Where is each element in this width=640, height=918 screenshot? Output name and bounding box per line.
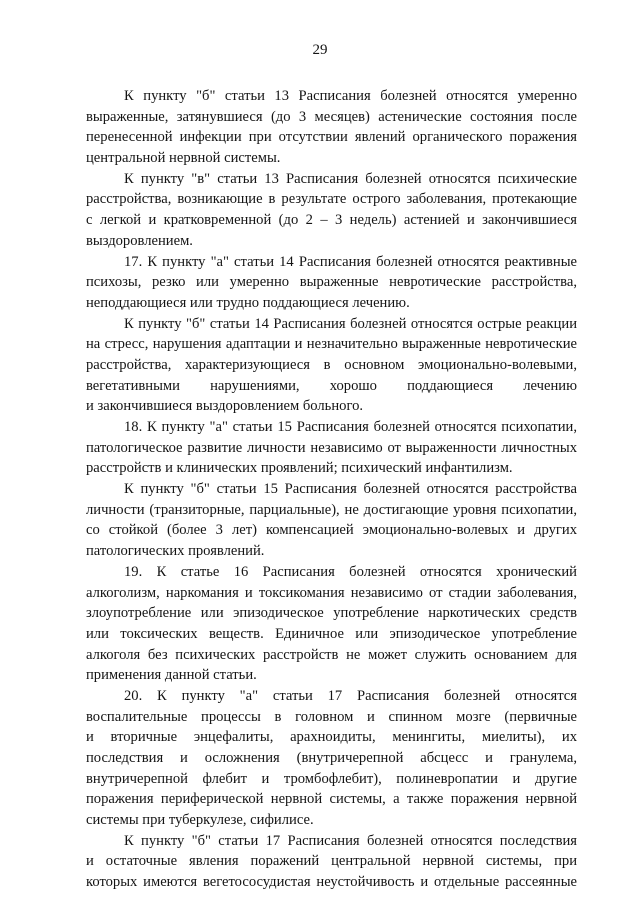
text-line: с легкой и кратковременной (до 2 – 3 недель) астенией и закончившиеся (86, 212, 577, 229)
text-line: патологическое развитие личности независимо от выраженности личностных (86, 439, 577, 456)
text-line: расстройства, характеризующиеся в основном эмоционально-волевыми, (86, 356, 577, 373)
text-line: 19. К статье 16 Расписания болезней относятся хронический (124, 563, 577, 580)
text-line: патологических проявлений. (86, 543, 265, 560)
text-line: К пункту "б" статьи 15 Расписания болезней относятся расстройства (124, 481, 577, 498)
text-line: К пункту "б" статьи 13 Расписания болезней относятся умеренно (124, 88, 577, 104)
text-line: К пункту "б" статьи 17 Расписания болезней относятся последствия (124, 832, 577, 849)
text-line: расстройств и клинических проявлений; психический инфантилизм. (86, 460, 513, 477)
page-number: 29 (312, 42, 328, 58)
text-line: поражения периферической нервной системы, а также поражения нервной (86, 791, 577, 808)
text-line: воспалительные процессы в головном и спинном мозге (первичные (86, 708, 577, 725)
text-line: и закончившиеся выздоровлением больного. (86, 398, 364, 415)
text-line: внутричерепной флебит и тромбофлебит), полиневропатии и другие (86, 770, 577, 787)
text-line: и вторичные энцефалиты, арахноидиты, менингиты, миелиты), их (86, 729, 577, 746)
text-line: или токсических веществ. Единичное или эпизодическое употребление (86, 625, 577, 642)
text-line: личности (транзиторные, парциальные), не достигающие уровня психопатии, (86, 501, 577, 518)
text-line: психозы, резко или умеренно выраженные невротические расстройства, (86, 274, 577, 291)
text-line: алкоголя без психических расстройств не может служить основанием для (86, 646, 577, 663)
text-line: выздоровлением. (86, 232, 193, 249)
text-line: расстройства, возникающие в результате острого заболевания, протекающие (86, 191, 577, 208)
text-line: применения данной статьи. (86, 667, 257, 684)
text-line: центральной нервной системы. (86, 150, 281, 167)
text-line: со стойкой (более 3 лет) компенсацией эмоционально-волевых и других (86, 522, 577, 539)
text-line: системы при туберкулезе, сифилисе. (86, 812, 314, 829)
text-line: и остаточные явления поражений центральной нервной системы, при (86, 853, 577, 870)
text-line: 20. К пункту "а" статьи 17 Расписания болезней относятся (124, 687, 577, 704)
text-line: алкоголизм, наркомания и токсикомания независимо от стадии заболевания, (86, 584, 577, 601)
text-line: 18. К пункту "а" статьи 15 Расписания болезней относятся психопатии, (124, 419, 577, 435)
text-line: которых имеются вегетососудистая неустойчивость и отдельные рассеянные (86, 874, 577, 891)
body-text (86, 86, 577, 893)
text-line: на стресс, нарушения адаптации и незначительно выраженные невротические (86, 336, 577, 353)
text-line: последствия и осложнения (внутричерепной абсцесс и гранулема, (86, 750, 577, 766)
text-line: перенесенной инфекции при отсутствии явлений органического поражения (86, 129, 577, 146)
text-line: 17. К пункту "а" статьи 14 Расписания болезней относятся реактивные (124, 253, 577, 270)
text-line: выраженные, затянувшиеся (до 3 месяцев) астенические состояния после (86, 108, 577, 125)
text-line: вегетативными нарушениями, хорошо поддающиеся лечению (86, 377, 577, 394)
text-line: К пункту "б" статьи 14 Расписания болезней относятся острые реакции (124, 315, 577, 332)
text-line: К пункту "в" статьи 13 Расписания болезней относятся психические (124, 170, 577, 187)
text-line: злоупотребление или эпизодическое употребление наркотических средств (86, 605, 577, 622)
text-line: неподдающиеся или трудно поддающиеся лечению. (86, 294, 410, 311)
